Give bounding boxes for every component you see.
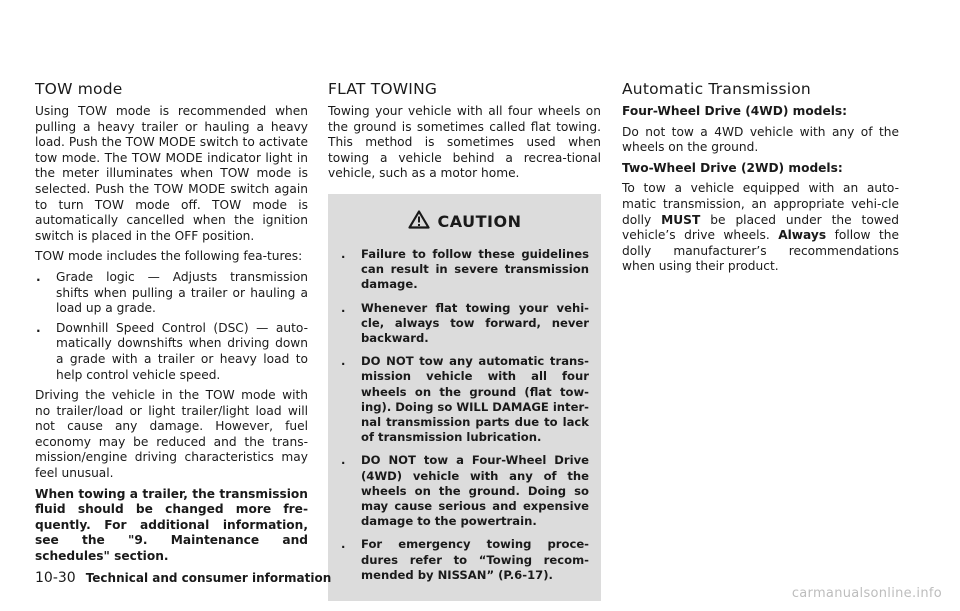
bullet-icon: . xyxy=(36,320,41,335)
list-item: . Whenever flat towing your vehi-cle, always tow forward, never backward. xyxy=(341,300,589,345)
list-item: . DO NOT tow any automatic trans-mission vehicle with all four wheels on the ground (flat tow-ing). Doing so WILL DAMAGE inter-nal transmission parts due to lack of transmission lubrication. xyxy=(341,354,589,445)
warning-triangle-icon xyxy=(408,210,430,233)
paragraph-tow-intro: Using TOW mode is recommended when pulling a heavy trailer or hauling a heavy load. Push the TOW MODE switch to activate tow mode. The TOW MODE indicator light in the meter illuminates when TOW mode is selected. Push the TOW MODE switch again to turn TOW mode off. TOW mode is automatically cancelled when the ignition switch is placed in the OFF position. xyxy=(35,104,308,243)
caution-list xyxy=(340,247,589,583)
bullet-icon: . xyxy=(341,246,346,261)
list-item: . Failure to follow these guidelines can result in severe transmission damage. xyxy=(341,246,589,292)
list-item: . DO NOT tow a Four-Wheel Drive (4WD) vehicle with any of the wheels on the ground. Doing so may cause serious and expensive damage to the powertrain. xyxy=(341,453,589,529)
bullet-icon: . xyxy=(341,537,346,552)
tow-feature-list xyxy=(35,270,308,383)
subheading-4wd: Four-Wheel Drive (4WD) models: xyxy=(622,104,848,118)
paragraph-tow-features: TOW mode includes the following fea-tures: xyxy=(35,249,303,264)
section-title: Technical and consumer information xyxy=(85,571,332,585)
heading-automatic-transmission: Automatic Transmission xyxy=(622,80,811,98)
paragraph-flat-towing: Towing your vehicle with all four wheels on the ground is sometimes called flat towing. This method is sometimes used when towing a vehicle behind a recrea-tional vehicle, such as a motor home. xyxy=(328,104,601,181)
watermark: carmanualsonline.info xyxy=(791,586,942,601)
list-item: . For emergency towing proce-dures refer to “Towing recom-mended by NISSAN” (P.6-17). xyxy=(341,537,589,582)
column-flat-towing xyxy=(328,80,601,601)
column-tow-mode xyxy=(35,80,308,570)
column-automatic-transmission xyxy=(622,80,899,280)
bullet-icon: . xyxy=(36,269,41,284)
heading-tow-mode: TOW mode xyxy=(35,80,123,98)
list-item: . Downhill Speed Control (DSC) — auto-matically downshifts when driving down a grade with a trailer or heavy load to help control vehicle speed. xyxy=(36,320,308,382)
paragraph-4wd: Do not tow a 4WD vehicle with any of the wheels on the ground. xyxy=(622,124,899,155)
paragraph-2wd: To tow a vehicle equipped with an auto-matic transmission, an appropriate vehi-cle dolly MUST be placed under the towed vehicle’s drive wheels. Always follow the dolly manufacturer’s recommendations when using their product. xyxy=(622,181,899,274)
list-item: . Grade logic — Adjusts transmission shifts when pulling a trailer or hauling a load up a grade. xyxy=(36,269,308,316)
paragraph-tow-driving: Driving the vehicle in the TOW mode with no trailer/load or light trailer/light load will not cause any damage. However, fuel economy may be reduced and the trans-mission/engine driving characteristics may feel unusual. xyxy=(35,388,308,481)
bullet-icon: . xyxy=(341,453,346,468)
bullet-icon: . xyxy=(341,354,346,369)
paragraph-tow-fluid-note: When towing a trailer, the transmission fluid should be changed more fre-quently. For additional information, see the "9. Maintenance and schedules" section. xyxy=(35,486,308,564)
bullet-icon: . xyxy=(341,300,346,315)
caution-box xyxy=(328,194,601,601)
heading-flat-towing: FLAT TOWING xyxy=(328,80,438,98)
subheading-2wd: Two-Wheel Drive (2WD) models: xyxy=(622,160,843,175)
page-number: 10-30 xyxy=(35,570,76,586)
caution-title: CAUTION xyxy=(437,211,522,231)
caution-header xyxy=(340,210,589,233)
page-footer xyxy=(35,570,331,586)
